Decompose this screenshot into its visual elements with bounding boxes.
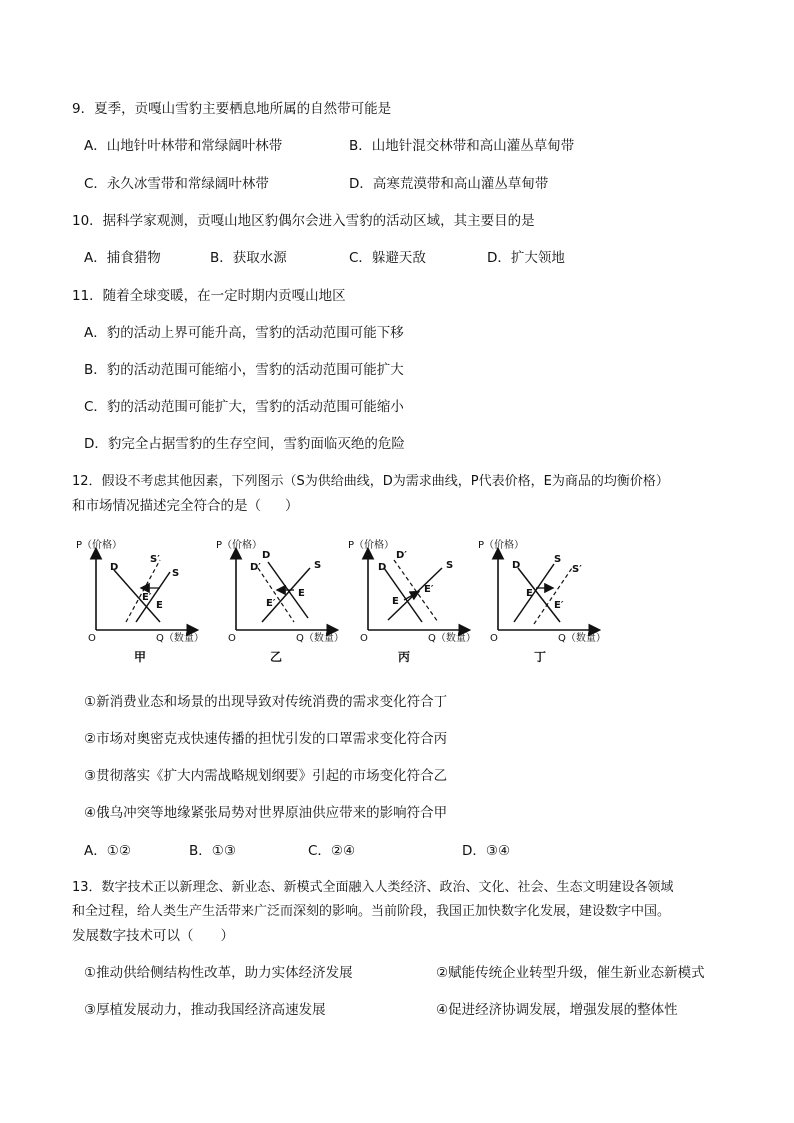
label-d-prime: D′ [250,562,261,573]
graph-caption: 丙 [398,650,411,664]
label-s: S [554,554,562,565]
q10-option-a[interactable]: A．捕食猎物 [84,250,161,266]
label-d: D [110,562,119,573]
graph-ding [474,538,614,666]
label-s-prime: S′ [150,554,160,565]
origin-label: O [360,633,368,644]
q11-option-d[interactable]: D．豹完全占据雪豹的生存空间，雪豹面临灭绝的危险 [84,436,405,452]
q9-option-a[interactable]: A．山地针叶林带和常绿阔叶林带 [84,138,283,154]
x-axis-label: Q（数量） [156,633,204,644]
label-e: E [298,588,305,599]
q13-stem-line3: 发展数字技术可以（ ） [72,928,234,944]
y-axis-label: P（价格） [348,540,395,551]
origin-label: O [88,633,96,644]
q12-stem-text: 和市场情况描述完全符合的是（ [72,498,261,514]
label-e-prime: E′ [554,600,564,611]
q10-option-b[interactable]: B．获取水源 [210,250,287,266]
label-e: E [526,588,533,599]
graph-caption: 甲 [134,650,147,664]
q12-item-2: ②市场对奥密克戎快速传播的担忧引发的口罩需求变化符合丙 [84,731,448,747]
graph-yi [212,538,352,666]
q10-option-d[interactable]: D．扩大领地 [487,250,565,266]
supply-curve-s [514,564,554,622]
q12-stem-close-paren: ） [285,498,299,514]
q12-item-1: ①新消费业态和场景的出现导致对传统消费的需求变化符合丁 [84,694,448,710]
label-d: D [512,560,521,571]
q10-option-c[interactable]: C．躲避天敌 [349,250,426,266]
origin-label: O [228,633,236,644]
q12-item-4: ④俄乌冲突等地缘紧张局势对世界原油供应带来的影响符合甲 [84,805,448,821]
q12-option-d[interactable]: D．③④ [462,843,511,859]
demand-curve-d-prime [258,568,294,622]
q12-option-a[interactable]: A．①② [84,843,131,859]
label-e-prime: E′ [424,584,434,595]
graph-caption: 丁 [534,650,547,664]
label-s: S [314,560,322,571]
graph-jia [72,538,212,666]
y-axis-label: P（价格） [216,540,263,551]
q13-stem-line1: 13．数字技术正以新理念、新业态、新模式全面融入人类经济、政治、文化、社会、生态文明建设各领域 [72,880,674,895]
y-axis-label: P（价格） [76,540,123,551]
label-e-prime: E′ [266,598,276,609]
q13-item-3: ③厚植发展动力，推动我国经济高速发展 [84,1002,326,1018]
q9-option-c[interactable]: C．永久冰雪带和常绿阔叶林带 [84,176,269,192]
q12-stem-line1: 12．假设不考虑其他因素，下列图示（S为供给曲线，D为需求曲线，P代表价格，E为商品的均衡价格） [72,474,669,489]
q9-stem: 9．夏季，贡嘎山雪豹主要栖息地所属的自然带可能是 [72,101,392,117]
q11-option-c[interactable]: C．豹的活动范围可能扩大，雪豹的活动范围可能缩小 [84,399,404,415]
q12-option-b[interactable]: B．①③ [189,843,236,859]
q12-item-3: ③贯彻落实《扩大内需战略规划纲要》引起的市场变化符合乙 [84,768,448,784]
x-axis-label: Q（数量） [296,633,344,644]
label-s: S [446,560,454,571]
q12-option-c[interactable]: C．②④ [308,843,356,859]
q11-option-a[interactable]: A．豹的活动上界可能升高，雪豹的活动范围可能下移 [84,325,404,341]
q13-item-2: ②赋能传统企业转型升级，催生新业态新模式 [436,965,705,981]
q9-option-b[interactable]: B．山地针混交林带和高山灌丛草甸带 [349,138,575,154]
q13-stem-line2: 和全过程，给人类生产生活带来广泛而深刻的影响。当前阶段，我国正加快数字化发展，建设数字中国。 [72,904,671,919]
x-axis-label: Q（数量） [558,633,606,644]
q11-option-b[interactable]: B．豹的活动范围可能缩小，雪豹的活动范围可能扩大 [84,362,404,378]
label-d: D [262,550,271,561]
label-d-prime: D′ [396,550,407,561]
graph-bing [344,538,484,666]
q13-item-4: ④促进经济协调发展，增强发展的整体性 [436,1002,678,1018]
label-e-prime: E′ [142,592,152,603]
q12-stem-line2 [72,497,299,515]
q9-option-d[interactable]: D．高寒荒漠带和高山灌丛草甸带 [349,176,549,192]
origin-label: O [490,633,498,644]
demand-curve-d [384,568,422,622]
q13-item-1: ①推动供给侧结构性改革，助力实体经济发展 [84,965,353,981]
label-s-prime: S′ [572,564,582,575]
graph-caption: 乙 [270,650,283,664]
label-e: E [156,600,163,611]
q11-stem: 11．随着全球变暖，在一定时期内贡嘎山地区 [72,288,346,304]
label-d: D [378,562,387,573]
x-axis-label: Q（数量） [428,633,476,644]
label-s: S [172,568,180,579]
q10-stem: 10．据科学家观测，贡嘎山地区豹偶尔会进入雪豹的活动区域，其主要目的是 [72,213,535,229]
y-axis-label: P（价格） [478,540,525,551]
label-e: E [392,596,399,607]
